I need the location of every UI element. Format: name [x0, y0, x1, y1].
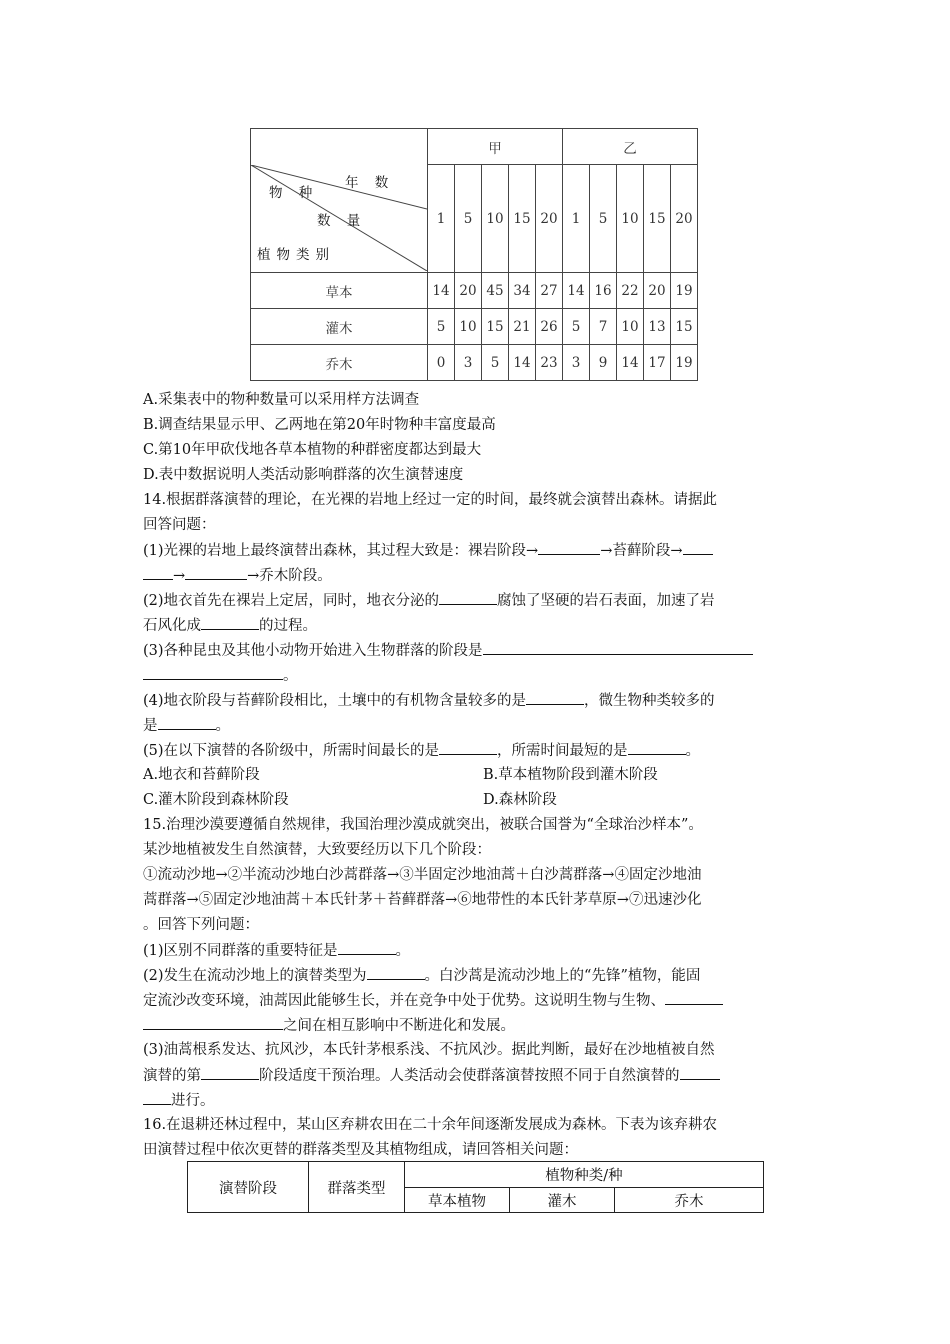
table-cell: 16	[590, 273, 617, 309]
diag-species-label-1: 物 种	[269, 185, 319, 201]
table-cell: 20	[644, 273, 671, 309]
text: 演替的第	[143, 1068, 201, 1084]
blank[interactable]	[483, 638, 753, 655]
table-cell: 5	[482, 345, 509, 381]
table-cell: 45	[482, 273, 509, 309]
year-col: 1	[563, 165, 590, 273]
table-cell: 15	[482, 309, 509, 345]
header-herb: 草本植物	[405, 1188, 510, 1213]
q14-option-c: C.灌木阶段到森林阶段	[143, 792, 289, 808]
year-col: 10	[482, 165, 509, 273]
diag-years-label: 年 数	[345, 175, 395, 191]
q15-stem-5: 。回答下列问题：	[143, 917, 259, 933]
text: 之间在相互影响中不断进化和发展。	[283, 1018, 515, 1034]
year-col: 10	[617, 165, 644, 273]
text: 。	[215, 718, 230, 734]
table-cell: 20	[455, 273, 482, 309]
table-cell: 5	[563, 309, 590, 345]
q15-part1	[143, 938, 410, 964]
header-shrub: 灌木	[510, 1188, 615, 1213]
blank[interactable]	[201, 613, 259, 630]
header-community: 群落类型	[309, 1162, 405, 1213]
q14-option-a: A.地衣和苔藓阶段	[143, 767, 260, 783]
text: 的过程。	[259, 618, 317, 634]
year-col: 1	[428, 165, 455, 273]
table-cell: 3	[455, 345, 482, 381]
year-col: 15	[644, 165, 671, 273]
succession-table	[187, 1161, 764, 1213]
q14-part1-cont	[143, 563, 332, 589]
blank[interactable]	[143, 563, 173, 580]
table-cell: 19	[671, 273, 698, 309]
row-label: 灌木	[251, 309, 428, 345]
q14-stem-2: 回答问题：	[143, 517, 216, 533]
q14-part1	[143, 538, 713, 564]
text: (5)在以下演替的各阶级中，所需时间最长的是	[143, 743, 440, 759]
table-cell: 0	[428, 345, 455, 381]
q16-stem-1: 16.在退耕还林过程中，某山区弃耕农田在二十余年间逐渐发展成为森林。下表为该弃耕农	[143, 1117, 718, 1133]
q13-option-a: A.采集表中的物种数量可以采用样方法调查	[143, 392, 420, 408]
table-cell: 22	[617, 273, 644, 309]
q14-part3	[143, 638, 753, 664]
blank[interactable]	[185, 563, 247, 580]
year-col: 15	[509, 165, 536, 273]
blank[interactable]	[628, 738, 686, 755]
header-jia: 甲	[428, 129, 563, 165]
text: (3)各种昆虫及其他小动物开始进入生物群落的阶段是	[143, 643, 483, 659]
table-cell: 21	[509, 309, 536, 345]
q15-part2	[143, 963, 700, 989]
text: (1)光裸的岩地上最终演替出森林，其过程大致是：裸岩阶段→	[143, 543, 539, 559]
table-cell: 14	[428, 273, 455, 309]
blank[interactable]	[683, 538, 713, 555]
blank[interactable]	[526, 688, 584, 705]
text: 。白沙蒿是流动沙地上的“先锋”植物，能固	[424, 968, 701, 984]
table-cell: 14	[509, 345, 536, 381]
year-col: 20	[671, 165, 698, 273]
text: 。	[395, 943, 411, 959]
text: 阶段适度干预治理。人类活动会使群落演替按照不同于自然演替的	[259, 1068, 680, 1084]
text: (2)地衣首先在裸岩上定居，同时，地衣分泌的	[143, 593, 440, 609]
q15-part2-cont	[143, 988, 723, 1014]
diagonal-header	[251, 165, 427, 271]
q14-part4-cont	[143, 713, 230, 739]
table-cell: 10	[455, 309, 482, 345]
blank[interactable]	[665, 988, 723, 1005]
blank[interactable]	[439, 738, 497, 755]
q14-stem-1: 14.根据群落演替的理论，在光裸的岩地上经过一定的时间，最终就会演替出森林。请据此	[143, 492, 718, 508]
table-cell: 27	[536, 273, 563, 309]
table-cell: 14	[617, 345, 644, 381]
header-plant-species: 植物种类/种	[405, 1162, 764, 1188]
year-col: 5	[455, 165, 482, 273]
q14-part2-cont	[143, 613, 317, 639]
text: 腐蚀了坚硬的岩石表面，加速了岩	[497, 593, 715, 609]
q15-part3: (3)油蒿根系发达、抗风沙，本氏针茅根系浅、不抗风沙。据此判断，最好在沙地植被自然	[143, 1042, 715, 1058]
table-cell: 19	[671, 345, 698, 381]
text: 。	[283, 668, 298, 684]
text: 进行。	[171, 1093, 215, 1109]
table-cell: 23	[536, 345, 563, 381]
q14-option-b: B.草本植物阶段到灌木阶段	[483, 767, 658, 783]
table-cell: 10	[617, 309, 644, 345]
q13-option-c: C.第10年甲砍伐地各草本植物的种群密度都达到最大	[143, 442, 482, 458]
text: →乔木阶段。	[247, 568, 332, 584]
text: (1)区别不同群落的重要特征是	[143, 943, 338, 959]
blank[interactable]	[538, 538, 600, 555]
blank[interactable]	[439, 588, 497, 605]
text: (4)地衣阶段与苔藓阶段相比，土壤中的有机物含量较多的是	[143, 693, 527, 709]
q14-part2	[143, 588, 715, 614]
q14-part3-cont	[143, 663, 298, 689]
header-yi: 乙	[563, 129, 698, 165]
q14-part4	[143, 688, 715, 714]
text: 是	[143, 718, 158, 734]
blank[interactable]	[367, 963, 425, 980]
header-tree: 乔木	[615, 1188, 764, 1213]
table-cell: 17	[644, 345, 671, 381]
blank[interactable]	[143, 1013, 283, 1030]
table-cell: 5	[428, 309, 455, 345]
table-cell: 34	[509, 273, 536, 309]
q15-stem-1: 15.治理沙漠要遵循自然规律，我国治理沙漠成就突出，被联合国誉为“全球治沙样本”。	[143, 817, 703, 833]
year-col: 20	[536, 165, 563, 273]
q15-stem-2: 某沙地植被发生自然演替，大致要经历以下几个阶段：	[143, 842, 491, 858]
table-cell: 7	[590, 309, 617, 345]
q14-option-d: D.森林阶段	[483, 792, 557, 808]
blank[interactable]	[680, 1063, 720, 1080]
q15-stem-3: ①流动沙地→②半流动沙地白沙蒿群落→③半固定沙地油蒿＋白沙蒿群落→④固定沙地油	[143, 867, 702, 883]
q14-part5	[143, 738, 700, 764]
text: →苔藓阶段→	[600, 543, 683, 559]
text: →	[173, 568, 186, 584]
blank[interactable]	[143, 663, 283, 680]
text: 。	[685, 743, 701, 759]
blank[interactable]	[143, 1088, 171, 1105]
text: 定流沙改变环境，油蒿因此能够生长，并在竞争中处于优势。这说明生物与生物、	[143, 993, 665, 1009]
text: ，所需时间最短的是	[497, 743, 628, 759]
text: (2)发生在流动沙地上的演替类型为	[143, 968, 367, 984]
q15-part3-cont	[143, 1063, 720, 1089]
table-cell: 13	[644, 309, 671, 345]
blank[interactable]	[201, 1063, 259, 1080]
q15-part2-cont2	[143, 1013, 515, 1039]
table-cell: 9	[590, 345, 617, 381]
blank[interactable]	[158, 713, 216, 730]
diag-species-label-2: 数 量	[317, 213, 367, 229]
q15-part3-cont2	[143, 1088, 215, 1114]
table-cell: 26	[536, 309, 563, 345]
header-stage: 演替阶段	[188, 1162, 309, 1213]
diag-plant-type-label: 植物类别	[257, 247, 335, 263]
blank[interactable]	[338, 938, 396, 955]
q15-stem-4: 蒿群落→⑤固定沙地油蒿＋本氏针茅＋苔藓群落→⑥地带性的本氏针茅草原→⑦迅速沙化	[143, 892, 702, 908]
q13-option-d: D.表中数据说明人类活动影响群落的次生演替速度	[143, 467, 464, 483]
table-cell: 15	[671, 309, 698, 345]
q13-option-b: B.调查结果显示甲、乙两地在第20年时物种丰富度最高	[143, 417, 496, 433]
table-cell: 3	[563, 345, 590, 381]
row-label: 乔木	[251, 345, 428, 381]
row-label: 草本	[251, 273, 428, 309]
text: 石风化成	[143, 618, 201, 634]
text: ，微生物种类较多的	[584, 693, 715, 709]
table-cell: 14	[563, 273, 590, 309]
q16-stem-2: 田演替过程中依次更替的群落类型及其植物组成，请回答相关问题：	[143, 1142, 578, 1158]
year-col: 5	[590, 165, 617, 273]
